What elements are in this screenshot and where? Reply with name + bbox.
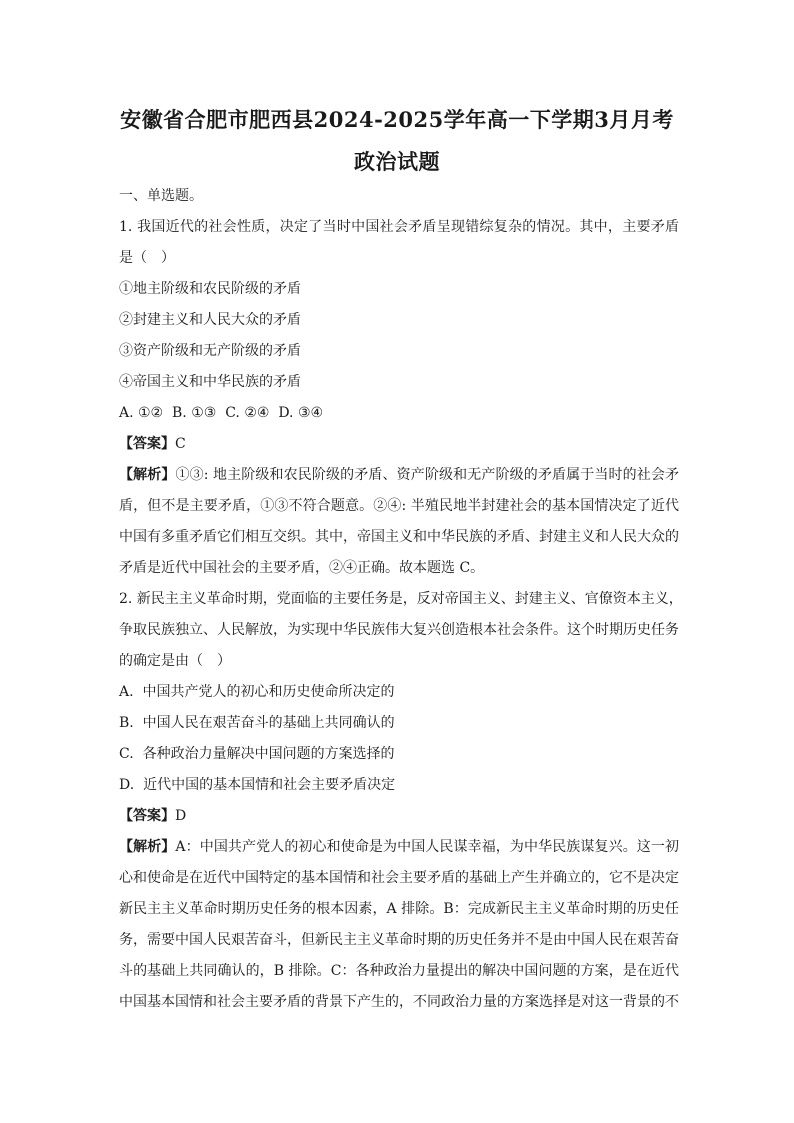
q2-answer-value: D [175,808,187,824]
q2-stem-line-3: 的确定是由（ ） [119,653,231,669]
q1-analysis-text-1: ①③: 地主阶级和农民阶级的矛盾、资产阶级和无产阶级的矛盾属于当时的社会矛 [175,467,679,483]
q1-answer-value: C [175,436,186,452]
q1-analysis-line-2: 盾，但不是主要矛盾，①③不符合题意。②④: 半殖民地半封建社会的基本国情决定了近代 [119,498,679,514]
q2-option-a: A. 中国共产党人的初心和历史使命所决定的 [119,684,395,700]
q1-answer [119,434,679,454]
q1-analysis-line-4: 矛盾是近代中国社会的主要矛盾，②④正确。故本题选 C。 [119,560,485,576]
q1-analysis-tag: 【解析】 [119,467,176,483]
q2-option-c: C. 各种政治力量解决中国问题的方案选择的 [119,746,395,762]
q1-option-2: ②封建主义和人民大众的矛盾 [119,312,301,328]
q2-analysis-line-1 [119,837,679,857]
q1-option-4: ④帝国主义和中华民族的矛盾 [119,374,301,390]
q2-analysis-line-5: 斗的基础上共同确认的，B 排除。C：各种政治力量提出的解决中国问题的方案，是在近代 [119,963,679,979]
q2-analysis-line-6: 中国基本国情和社会主要矛盾的背景下产生的，不同政治力量的方案选择是对这一背景的不 [119,994,679,1010]
q2-analysis-tag: 【解析】 [119,839,176,855]
q2-answer-tag: 【答案】 [119,808,175,824]
section-heading: 一、单选题。 [119,188,203,204]
q1-stem-line-1: 1. 我国近代的社会性质，决定了当时中国社会矛盾呈现错综复杂的情况。其中，主要矛盾 [119,219,679,235]
q1-analysis-line-3: 中国有多重矛盾它们相互交织。其中，帝国主义和中华民族的矛盾、封建主义和人民大众的 [119,529,679,545]
q1-option-1: ①地主阶级和农民阶级的矛盾 [119,281,301,297]
q1-choices: A. ①② B. ①③ C. ②④ D. ③④ [119,405,324,421]
q1-answer-tag: 【答案】 [119,436,175,452]
q1-stem-line-2: 是（ ） [119,250,175,266]
q2-answer [119,806,679,826]
q1-analysis-line-1 [119,465,679,485]
q2-option-b: B. 中国人民在艰苦奋斗的基础上共同确认的 [119,715,395,731]
q2-analysis-line-4: 务，需要中国人民艰苦奋斗，但新民主主义革命时期的历史任务并不是由中国人民在艰苦奋 [119,932,679,948]
q2-stem-line-1: 2. 新民主主义革命时期，党面临的主要任务是，反对帝国主义、封建主义、官僚资本主义， [119,591,683,607]
q2-stem-line-2: 争取民族独立、人民解放，为实现中华民族伟大复兴创造根本社会条件。这个时期历史任务 [119,622,679,638]
q2-analysis-line-3: 新民主主义革命时期历史任务的根本因素，A 排除。B：完成新民主主义革命时期的历史任 [119,901,679,917]
page-title: 安徽省合肥市肥西县2024-2025学年高一下学期3月月考 [120,107,674,132]
q2-analysis-line-2: 心和使命是在近代中国特定的基本国情和社会主要矛盾的基础上产生并确立的，它不是决定 [119,870,679,886]
q2-option-d: D. 近代中国的基本国情和社会主要矛盾决定 [119,777,396,793]
q1-option-3: ③资产阶级和无产阶级的矛盾 [119,343,301,359]
q2-analysis-text-1: A：中国共产党人的初心和使命是为中国人民谋幸福，为中华民族谋复兴。这一初 [175,839,680,855]
page-subtitle: 政治试题 [354,149,440,174]
